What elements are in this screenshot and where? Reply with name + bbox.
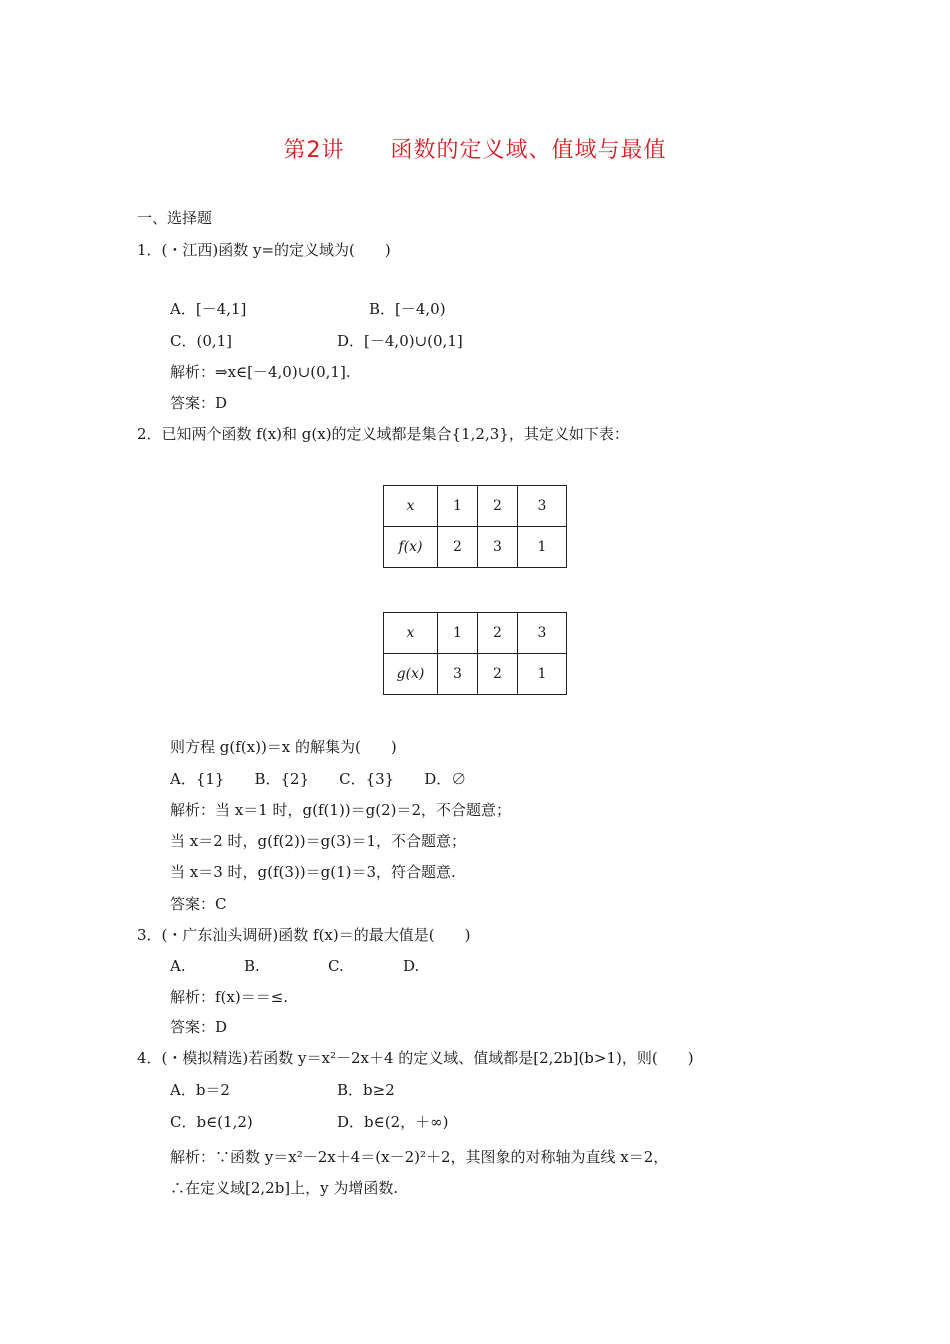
section-heading: 一、选择题	[137, 209, 213, 227]
table-f-header-row	[384, 486, 567, 527]
q4-option-b: B．b≥2	[337, 1081, 395, 1099]
q2-answer: 答案：C	[170, 895, 227, 913]
q3-option-d: D.	[403, 957, 420, 975]
table-g-header-row	[384, 613, 567, 654]
table-cell: f(x)	[384, 527, 438, 568]
q4-analysis-line-2: ∴在定义域[2,2b]上，y 为增函数.	[170, 1179, 399, 1197]
q3-analysis: 解析：f(x)＝＝≤.	[170, 988, 289, 1006]
q2-question: 则方程 g(f(x))＝x 的解集为( )	[170, 738, 397, 756]
q4-analysis-line-1: 解析：∵函数 y＝x²－2x＋4＝(x－2)²＋2，其图象的对称轴为直线 x＝2，	[170, 1148, 669, 1166]
table-cell: 3	[478, 527, 518, 568]
table-g	[383, 612, 567, 695]
table-cell: 2	[478, 654, 518, 695]
q1-option-b: B．[－4,0)	[369, 300, 446, 318]
page-title: 第2讲 函数的定义域、值域与最值	[283, 138, 667, 163]
q1-option-a: A．[－4,1]	[170, 300, 247, 318]
table-f-value-row	[384, 527, 567, 568]
table-cell: 3	[518, 486, 567, 527]
q3-option-a: A.	[170, 957, 186, 975]
q1-stem: 1．(・江西)函数 y=的定义域为( )	[137, 241, 391, 259]
table-cell: 2	[478, 486, 518, 527]
q2-analysis-line-3: 当 x＝3 时，g(f(3))＝g(1)＝3，符合题意.	[170, 863, 456, 881]
table-cell: 3	[438, 654, 478, 695]
table-f	[383, 485, 567, 568]
q1-analysis: 解析：⇒x∈[－4,0)∪(0,1].	[170, 363, 351, 381]
table-g-value-row	[384, 654, 567, 695]
q4-option-d: D．b∈(2，＋∞)	[337, 1113, 449, 1131]
table-cell: 1	[518, 654, 567, 695]
q3-option-c: C.	[328, 957, 344, 975]
q4-option-c: C．b∈(1,2)	[170, 1113, 253, 1131]
q4-stem: 4．(・模拟精选)若函数 y＝x²－2x＋4 的定义域、值域都是[2,2b](b>1)，则( )	[137, 1049, 694, 1067]
table-cell: g(x)	[384, 654, 438, 695]
q1-answer: 答案：D	[170, 394, 228, 412]
q4-option-a: A．b＝2	[170, 1081, 230, 1099]
q3-stem: 3．(・广东汕头调研)函数 f(x)＝的最大值是( )	[137, 926, 471, 944]
q2-options: A．{1} B．{2} C．{3} D．∅	[170, 770, 467, 788]
q2-stem: 2．已知两个函数 f(x)和 g(x)的定义域都是集合{1,2,3}，其定义如下表：	[137, 425, 629, 443]
table-cell: x	[384, 486, 438, 527]
table-cell: 1	[518, 527, 567, 568]
q2-analysis-line-1: 解析：当 x＝1 时，g(f(1))＝g(2)＝2，不合题意；	[170, 801, 512, 819]
q3-option-b: B.	[244, 957, 260, 975]
table-cell: 1	[438, 486, 478, 527]
q1-option-d: D．[－4,0)∪(0,1]	[337, 332, 463, 350]
table-cell: 2	[438, 527, 478, 568]
table-cell: 3	[518, 613, 567, 654]
table-cell: 1	[438, 613, 478, 654]
table-cell: 2	[478, 613, 518, 654]
q2-analysis-line-2: 当 x＝2 时，g(f(2))＝g(3)＝1，不合题意；	[170, 832, 467, 850]
q1-option-c: C．(0,1]	[170, 332, 233, 350]
table-cell: x	[384, 613, 438, 654]
q3-answer: 答案：D	[170, 1018, 228, 1036]
